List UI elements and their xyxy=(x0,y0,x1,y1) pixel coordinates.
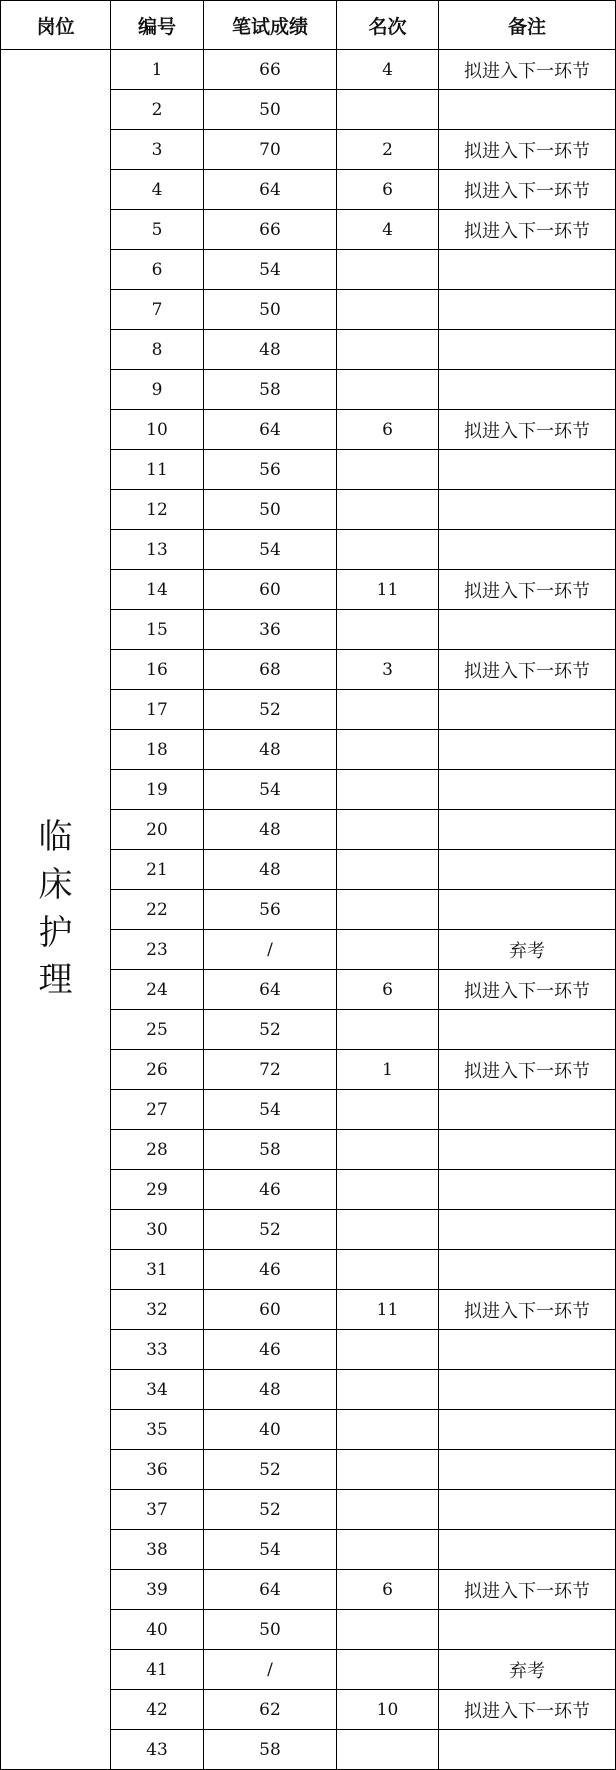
cell-note xyxy=(439,1610,616,1650)
cell-rank xyxy=(337,290,439,330)
table-body xyxy=(1,50,616,1770)
cell-number: 6 xyxy=(111,250,204,290)
cell-number: 32 xyxy=(111,1290,204,1330)
header-number: 编号 xyxy=(111,1,204,50)
cell-note xyxy=(439,1410,616,1450)
cell-note xyxy=(439,90,616,130)
cell-rank xyxy=(337,1250,439,1290)
cell-note xyxy=(439,1330,616,1370)
cell-score: 52 xyxy=(204,1450,337,1490)
cell-number: 39 xyxy=(111,1570,204,1610)
cell-score: 46 xyxy=(204,1330,337,1370)
cell-rank xyxy=(337,330,439,370)
cell-score: 50 xyxy=(204,1610,337,1650)
cell-number: 37 xyxy=(111,1490,204,1530)
cell-number: 9 xyxy=(111,370,204,410)
cell-number: 33 xyxy=(111,1330,204,1370)
cell-note xyxy=(439,330,616,370)
cell-number: 19 xyxy=(111,770,204,810)
cell-score: 72 xyxy=(204,1050,337,1090)
cell-note xyxy=(439,530,616,570)
cell-score: 54 xyxy=(204,1530,337,1570)
cell-score: 52 xyxy=(204,1490,337,1530)
cell-rank xyxy=(337,530,439,570)
cell-score: 68 xyxy=(204,650,337,690)
cell-note xyxy=(439,490,616,530)
cell-rank: 10 xyxy=(337,1690,439,1730)
cell-number: 30 xyxy=(111,1210,204,1250)
cell-rank xyxy=(337,1170,439,1210)
cell-number: 3 xyxy=(111,130,204,170)
cell-rank: 4 xyxy=(337,210,439,250)
cell-rank xyxy=(337,1130,439,1170)
cell-score: 64 xyxy=(204,1570,337,1610)
cell-rank xyxy=(337,690,439,730)
cell-rank xyxy=(337,90,439,130)
cell-rank xyxy=(337,850,439,890)
cell-note xyxy=(439,850,616,890)
cell-score: 54 xyxy=(204,1090,337,1130)
cell-score: 56 xyxy=(204,890,337,930)
cell-note xyxy=(439,1730,616,1770)
cell-number: 17 xyxy=(111,690,204,730)
cell-rank xyxy=(337,1450,439,1490)
cell-number: 28 xyxy=(111,1130,204,1170)
post-name-char: 临 xyxy=(38,817,73,858)
cell-rank: 6 xyxy=(337,410,439,450)
post-name-cell xyxy=(1,50,111,1770)
cell-rank xyxy=(337,770,439,810)
cell-number: 21 xyxy=(111,850,204,890)
cell-note: 弃考 xyxy=(439,930,616,970)
post-name xyxy=(36,814,76,1004)
cell-score: 48 xyxy=(204,730,337,770)
cell-note: 拟进入下一环节 xyxy=(439,970,616,1010)
header-note: 备注 xyxy=(439,1,616,50)
post-name-char: 床 xyxy=(38,864,73,905)
cell-rank xyxy=(337,610,439,650)
cell-number: 23 xyxy=(111,930,204,970)
header-rank: 名次 xyxy=(337,1,439,50)
cell-number: 31 xyxy=(111,1250,204,1290)
cell-note xyxy=(439,1210,616,1250)
cell-note xyxy=(439,1530,616,1570)
cell-number: 10 xyxy=(111,410,204,450)
cell-rank xyxy=(337,1490,439,1530)
cell-rank xyxy=(337,250,439,290)
cell-score: 36 xyxy=(204,610,337,650)
cell-note xyxy=(439,690,616,730)
cell-note xyxy=(439,1450,616,1490)
cell-note xyxy=(439,610,616,650)
cell-score: / xyxy=(204,930,337,970)
cell-score: 48 xyxy=(204,330,337,370)
cell-score: 52 xyxy=(204,690,337,730)
cell-note xyxy=(439,730,616,770)
cell-score: 64 xyxy=(204,170,337,210)
cell-rank: 6 xyxy=(337,170,439,210)
cell-number: 42 xyxy=(111,1690,204,1730)
post-name-char: 理 xyxy=(38,960,73,1001)
cell-score: 52 xyxy=(204,1210,337,1250)
cell-score: 46 xyxy=(204,1250,337,1290)
cell-rank: 11 xyxy=(337,1290,439,1330)
cell-note xyxy=(439,1170,616,1210)
cell-number: 26 xyxy=(111,1050,204,1090)
post-name-char: 护 xyxy=(38,912,73,953)
cell-score: 50 xyxy=(204,90,337,130)
cell-score: 52 xyxy=(204,1010,337,1050)
cell-note: 拟进入下一环节 xyxy=(439,130,616,170)
cell-number: 2 xyxy=(111,90,204,130)
cell-note: 弃考 xyxy=(439,1650,616,1690)
cell-number: 16 xyxy=(111,650,204,690)
cell-rank xyxy=(337,1210,439,1250)
cell-note: 拟进入下一环节 xyxy=(439,1690,616,1730)
cell-note: 拟进入下一环节 xyxy=(439,650,616,690)
cell-number: 12 xyxy=(111,490,204,530)
header-row xyxy=(1,1,616,50)
cell-score: 46 xyxy=(204,1170,337,1210)
cell-score: 50 xyxy=(204,490,337,530)
cell-number: 4 xyxy=(111,170,204,210)
cell-note: 拟进入下一环节 xyxy=(439,1290,616,1330)
cell-note: 拟进入下一环节 xyxy=(439,1050,616,1090)
cell-number: 36 xyxy=(111,1450,204,1490)
table-row xyxy=(1,50,616,90)
cell-score: 56 xyxy=(204,450,337,490)
cell-note xyxy=(439,450,616,490)
cell-note xyxy=(439,370,616,410)
header-post: 岗位 xyxy=(1,1,111,50)
cell-score: 62 xyxy=(204,1690,337,1730)
cell-number: 11 xyxy=(111,450,204,490)
cell-rank xyxy=(337,490,439,530)
cell-score: 60 xyxy=(204,1290,337,1330)
cell-note xyxy=(439,1370,616,1410)
cell-score: 50 xyxy=(204,290,337,330)
cell-note xyxy=(439,1490,616,1530)
cell-rank xyxy=(337,1610,439,1650)
cell-note xyxy=(439,890,616,930)
cell-note xyxy=(439,250,616,290)
cell-number: 13 xyxy=(111,530,204,570)
cell-score: 64 xyxy=(204,410,337,450)
cell-score: 58 xyxy=(204,370,337,410)
cell-score: 58 xyxy=(204,1130,337,1170)
cell-number: 24 xyxy=(111,970,204,1010)
cell-number: 43 xyxy=(111,1730,204,1770)
cell-note xyxy=(439,1010,616,1050)
cell-note: 拟进入下一环节 xyxy=(439,210,616,250)
cell-score: 70 xyxy=(204,130,337,170)
cell-rank xyxy=(337,1650,439,1690)
cell-score: 48 xyxy=(204,1370,337,1410)
cell-rank xyxy=(337,1530,439,1570)
cell-number: 15 xyxy=(111,610,204,650)
cell-score: 40 xyxy=(204,1410,337,1450)
cell-score: 64 xyxy=(204,970,337,1010)
cell-rank: 6 xyxy=(337,970,439,1010)
cell-score: / xyxy=(204,1650,337,1690)
cell-score: 48 xyxy=(204,810,337,850)
cell-rank: 1 xyxy=(337,1050,439,1090)
cell-number: 25 xyxy=(111,1010,204,1050)
cell-note xyxy=(439,1250,616,1290)
cell-rank xyxy=(337,810,439,850)
cell-number: 40 xyxy=(111,1610,204,1650)
cell-number: 38 xyxy=(111,1530,204,1570)
cell-note xyxy=(439,290,616,330)
cell-rank xyxy=(337,450,439,490)
cell-rank xyxy=(337,1330,439,1370)
cell-rank xyxy=(337,1370,439,1410)
cell-rank xyxy=(337,1410,439,1450)
cell-note: 拟进入下一环节 xyxy=(439,570,616,610)
header-score: 笔试成绩 xyxy=(204,1,337,50)
cell-note: 拟进入下一环节 xyxy=(439,410,616,450)
cell-note: 拟进入下一环节 xyxy=(439,50,616,90)
cell-number: 5 xyxy=(111,210,204,250)
cell-rank xyxy=(337,890,439,930)
cell-rank xyxy=(337,730,439,770)
cell-number: 22 xyxy=(111,890,204,930)
cell-note xyxy=(439,1090,616,1130)
cell-note xyxy=(439,1130,616,1170)
cell-score: 54 xyxy=(204,770,337,810)
cell-number: 27 xyxy=(111,1090,204,1130)
cell-note: 拟进入下一环节 xyxy=(439,1570,616,1610)
cell-rank xyxy=(337,1730,439,1770)
cell-note xyxy=(439,770,616,810)
cell-rank xyxy=(337,1010,439,1050)
cell-number: 1 xyxy=(111,50,204,90)
cell-rank: 6 xyxy=(337,1570,439,1610)
cell-number: 18 xyxy=(111,730,204,770)
cell-number: 20 xyxy=(111,810,204,850)
cell-number: 14 xyxy=(111,570,204,610)
cell-score: 54 xyxy=(204,530,337,570)
cell-number: 34 xyxy=(111,1370,204,1410)
cell-rank xyxy=(337,1090,439,1130)
cell-score: 58 xyxy=(204,1730,337,1770)
cell-score: 60 xyxy=(204,570,337,610)
cell-score: 48 xyxy=(204,850,337,890)
cell-number: 35 xyxy=(111,1410,204,1450)
cell-number: 7 xyxy=(111,290,204,330)
cell-rank xyxy=(337,930,439,970)
cell-score: 66 xyxy=(204,210,337,250)
cell-rank: 2 xyxy=(337,130,439,170)
cell-rank xyxy=(337,370,439,410)
cell-number: 41 xyxy=(111,1650,204,1690)
cell-score: 66 xyxy=(204,50,337,90)
cell-rank: 4 xyxy=(337,50,439,90)
cell-number: 8 xyxy=(111,330,204,370)
cell-note xyxy=(439,810,616,850)
cell-rank: 3 xyxy=(337,650,439,690)
cell-number: 29 xyxy=(111,1170,204,1210)
cell-score: 54 xyxy=(204,250,337,290)
cell-note: 拟进入下一环节 xyxy=(439,170,616,210)
cell-rank: 11 xyxy=(337,570,439,610)
